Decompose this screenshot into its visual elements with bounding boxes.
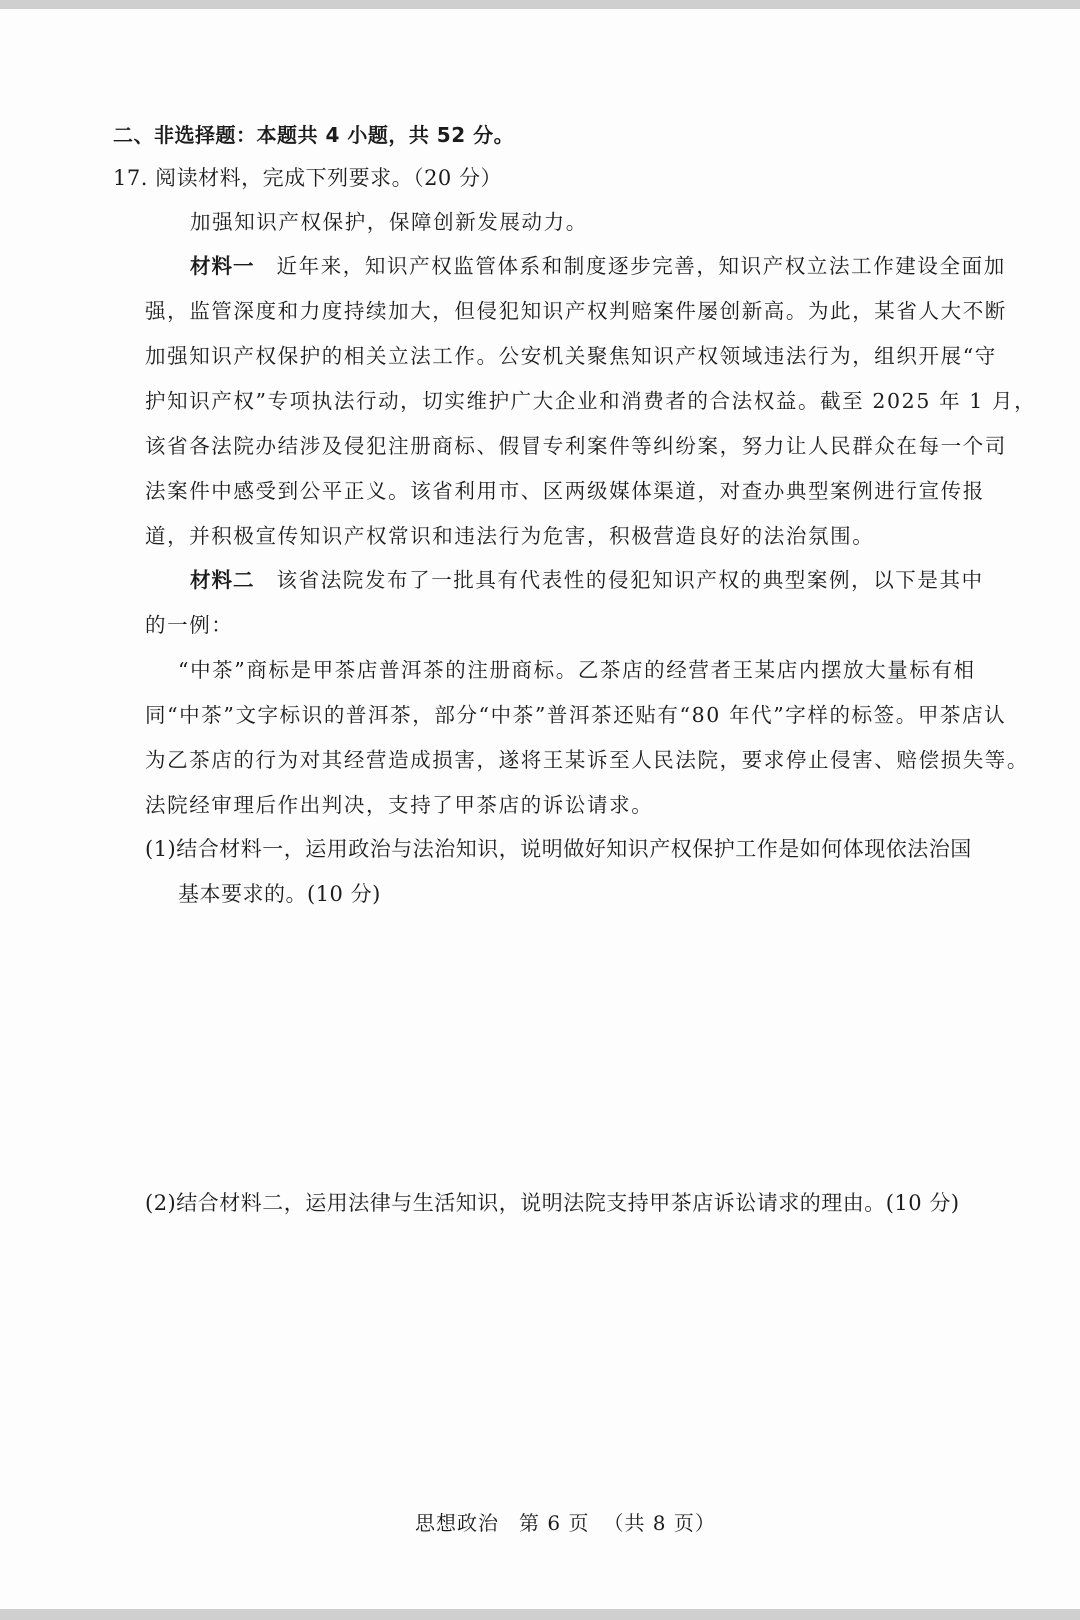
case-line: 同“中茶”文字标识的普洱茶，部分“中茶”普洱茶还贴有“80 年代”字样的标签。甲茶店认	[145, 703, 1007, 727]
footer-page-number: 第 6 页	[519, 1511, 590, 1535]
material1-first-line	[190, 252, 1006, 280]
section-heading: 二、非选择题：本题共 4 小题，共 52 分。	[113, 123, 515, 147]
question-theme: 加强知识产权保护，保障创新发展动力。	[190, 210, 588, 234]
footer-total-pages: （共 8 页）	[603, 1511, 716, 1535]
material2-label: 材料二	[190, 568, 255, 592]
answer-space-2[interactable]	[143, 1239, 1023, 1499]
material1-line: 近年来，知识产权监管体系和制度逐步完善，知识产权立法工作建设全面加	[276, 254, 1006, 278]
material2-line: 的一例：	[145, 613, 234, 637]
case-line: “中茶”商标是甲茶店普洱茶的注册商标。乙茶店的经营者王某店内摆放大量标有相	[178, 658, 976, 682]
material1-label: 材料一	[190, 254, 255, 278]
case-line: 为乙茶店的行为对其经营造成损害，遂将王某诉至人民法院，要求停止侵害、赔偿损失等。	[145, 748, 1029, 772]
material1-line: 法案件中感受到公平正义。该省利用市、区两级媒体渠道，对查办典型案例进行宣传报	[145, 479, 985, 503]
case-line: 法院经审理后作出判决，支持了甲茶店的诉讼请求。	[145, 793, 654, 817]
page-footer	[415, 1509, 716, 1537]
footer-subject: 思想政治	[415, 1511, 499, 1535]
subquestion-1-continued: 基本要求的。(10 分)	[178, 882, 381, 906]
subquestion-2: (2)结合材料二，运用法律与生活知识，说明法院支持甲茶店诉讼请求的理由。(10 分)	[145, 1191, 960, 1215]
material1-line: 该省各法院办结涉及侵犯注册商标、假冒专利案件等纠纷案，努力让人民群众在每一个司	[145, 434, 1007, 458]
material1-line: 护知识产权”专项执法行动，切实维护广大企业和消费者的合法权益。截至 2025 年 1 月，	[145, 389, 1037, 413]
answer-space-1[interactable]	[143, 929, 1023, 1169]
question-title: 17. 阅读材料，完成下列要求。（20 分）	[113, 166, 502, 190]
exam-page	[0, 9, 1080, 1609]
material2-line: 该省法院发布了一批具有代表性的侵犯知识产权的典型案例，以下是其中	[276, 568, 984, 592]
subquestion-1: (1)结合材料一，运用政治与法治知识，说明做好知识产权保护工作是如何体现依法治国	[145, 837, 972, 861]
material1-line: 强，监管深度和力度持续加大，但侵犯知识产权判赔案件屡创新高。为此，某省人大不断	[145, 299, 1007, 323]
material1-line: 加强知识产权保护的相关立法工作。公安机关聚焦知识产权领域违法行为，组织开展“守	[145, 344, 997, 368]
material1-line: 道，并积极宣传知识产权常识和违法行为危害，积极营造良好的法治氛围。	[145, 524, 875, 548]
material2-first-line	[190, 566, 984, 594]
